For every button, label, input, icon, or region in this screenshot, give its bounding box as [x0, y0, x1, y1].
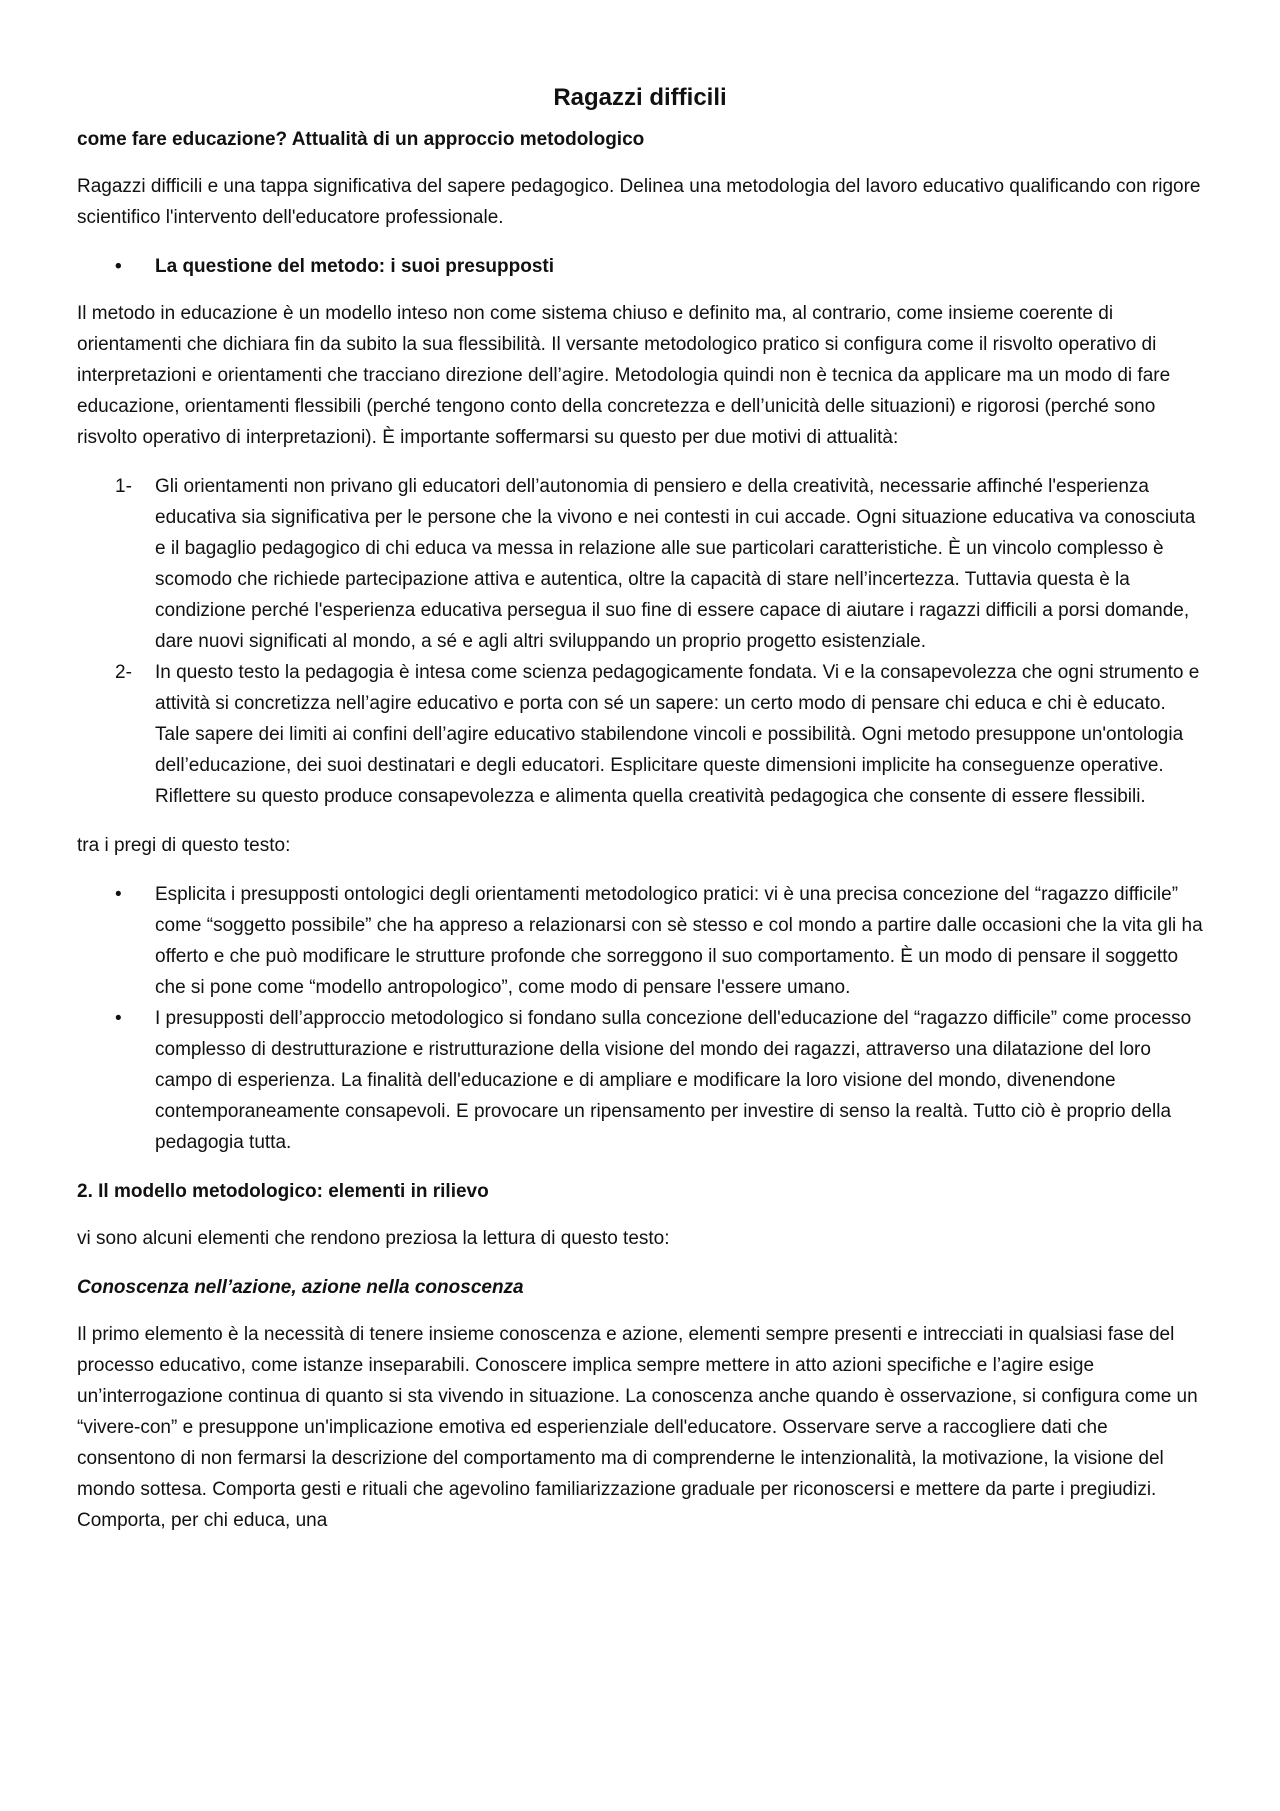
list-item — [77, 879, 1203, 1003]
list-item-text: Esplicita i presupposti ontologici degli orientamenti metodologico pratici: vi è una precisa concezione del “ragazzo difficile” come “soggetto possibile” che ha appreso a relazionarsi con sè stesso e col mondo a partire dalle occasioni che la vita gli ha offerto e che può modificare le strutture profonde che sorreggono il suo comportamento. È un modo di pensare il soggetto che si pone come “modello antropologico”, come modo di pensare l'essere umano. — [155, 884, 1203, 998]
section-2-intro: vi sono alcuni elementi che rendono preziosa la lettura di questo testo: — [77, 1228, 670, 1249]
list-item-text: Gli orientamenti non privano gli educatori dell’autonomia di pensiero e della creatività, necessarie affinché l'esperienza educativa sia significativa per le persone che la vivono e nei contesti in cui accade. Ogni situazione educativa va conosciuta e il bagaglio pedagogico di chi educa va messa in relazione alle sue particolari caratteristiche. È un vincolo complesso è scomodo che richiede partecipazione attiva e autentica, oltre la capacità di stare nell’incertezza. Tuttavia questa è la condizione perché l'esperienza educativa persegua il suo fine di essere capace di aiutare i ragazzi difficili a porsi domande, dare nuovi significati al mondo, a sé e agli altri sviluppando un proprio progetto esistenziale. — [155, 476, 1196, 652]
bullet-marker: • — [115, 884, 122, 905]
merits-list — [77, 879, 1203, 1158]
bullet-marker: • — [115, 1008, 122, 1029]
list-item-text: In questo testo la pedagogia è intesa come scienza pedagogicamente fondata. Vi e la consapevolezza che ogni strumento e attività si concretizza nell’agire educativo e porta con sé un sapere: un certo modo di pensare chi educa e chi è educato. Tale sapere dei limiti ai confini dell’agire educativo stabilendone vincoli e possibilità. Ogni metodo presuppone un'ontologia dell’educazione, dei suoi destinatari e degli educatori. Esplicitare queste dimensioni implicite ha conseguenze operative. Riflettere su questo produce consapevolezza e alimenta quella creatività pedagogica che consente di essere flessibili. — [155, 662, 1200, 807]
method-bullet-heading — [77, 251, 1203, 282]
final-paragraph: Il primo elemento è la necessità di tenere insieme conoscenza e azione, elementi sempre presenti e intrecciati in qualsiasi fase del processo educativo, come istanze inseparabili. Conoscere implica sempre mettere in atto azioni specifiche e l’agire esige un’interrogazione continua di quanto si sta vivendo in situazione. La conoscenza anche quando è osservazione, si configura come un “vivere-con” e presuppone un'implicazione emotiva ed esperienziale dell'educatore. Osservare serve a raccogliere dati che consentono di non fermarsi la descrizione del comportamento ma di comprenderne le intenzionalità, la motivazione, la visione del mondo sottesa. Comporta gesti e rituali che agevolino familiarizzazione graduale per riconoscersi e mettere da parte i pregiudizi. Comporta, per chi educa, una — [77, 1324, 1198, 1531]
list-item — [77, 471, 1203, 657]
merits-intro: tra i pregi di questo testo: — [77, 835, 291, 856]
numbered-list — [77, 471, 1203, 812]
method-heading-text: La questione del metodo: i suoi presupposti — [155, 256, 555, 277]
section-2-heading: 2. Il modello metodologico: elementi in rilievo — [77, 1181, 489, 1202]
intro-paragraph: Ragazzi difficili e una tappa significativa del sapere pedagogico. Delinea una metodologia del lavoro educativo qualificando con rigore scientifico l'intervento dell'educatore professionale. — [77, 176, 1201, 228]
document-title: Ragazzi difficili — [553, 84, 727, 111]
bullet-marker: • — [115, 256, 122, 277]
list-item — [77, 657, 1203, 812]
list-number: 1- — [115, 476, 132, 497]
subsection-heading: Conoscenza nell’azione, azione nella conoscenza — [77, 1277, 524, 1298]
document-subtitle: come fare educazione? Attualità di un approccio metodologico — [77, 129, 645, 150]
method-paragraph: Il metodo in educazione è un modello inteso non come sistema chiuso e definito ma, al contrario, come insieme coerente di orientamenti che dichiara fin da subito la sua flessibilità. Il versante metodologico pratico si configura come il risvolto operativo di interpretazioni e orientamenti che tracciano direzione dell’agire. Metodologia quindi non è tecnica da applicare ma un modo di fare educazione, orientamenti flessibili (perché tengono conto della concretezza e dell’unicità delle situazioni) e rigorosi (perché sono risvolto operativo di interpretazioni). È importante soffermarsi su questo per due motivi di attualità: — [77, 303, 1171, 448]
list-item-text: I presupposti dell’approccio metodologico si fondano sulla concezione dell'educazione del “ragazzo difficile” come processo complesso di destrutturazione e ristrutturazione della visione del mondo dei ragazzi, attraverso una dilatazione del loro campo di esperienza. La finalità dell'educazione e di ampliare e modificare la loro visione del mondo, divenendone contemporaneamente consapevoli. E provocare un ripensamento per investire di senso la realtà. Tutto ciò è proprio della pedagogia tutta. — [155, 1008, 1192, 1153]
list-number: 2- — [115, 662, 132, 683]
list-item — [77, 1003, 1203, 1158]
